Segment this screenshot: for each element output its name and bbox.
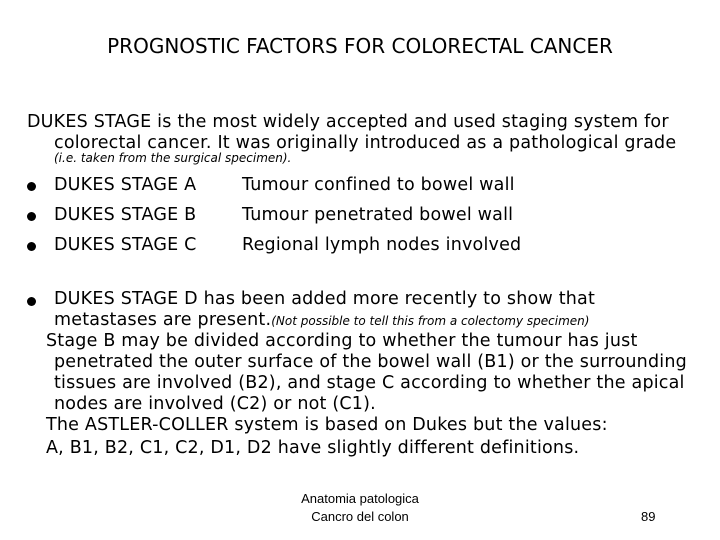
bullet-icon	[27, 182, 36, 191]
footer-line-2: Cancro del colon	[311, 509, 409, 524]
stage-d-line-1: DUKES STAGE D has been added more recently to show that	[54, 289, 596, 309]
stage-a-label: DUKES STAGE A	[54, 175, 197, 195]
body-line-4: nodes are involved (C2) or not (C1).	[54, 394, 376, 414]
stage-c-description: Regional lymph nodes involved	[242, 235, 522, 255]
intro-line-2: colorectal cancer. It was originally introduced as a pathological grade	[54, 133, 677, 153]
stage-b-label: DUKES STAGE B	[54, 205, 197, 225]
stage-a-description: Tumour confined to bowel wall	[242, 175, 515, 195]
bullet-icon	[27, 212, 36, 221]
stage-d-line-2	[54, 310, 589, 330]
stage-b-description: Tumour penetrated bowel wall	[242, 205, 514, 225]
body-line-2: penetrated the outer surface of the bowel wall (B1) or the surrounding	[54, 352, 687, 372]
bullet-icon	[27, 242, 36, 251]
page-title: PROGNOSTIC FACTORS FOR COLORECTAL CANCER	[107, 34, 613, 58]
body-line-3: tissues are involved (B2), and stage C according to whether the apical	[54, 373, 685, 393]
stage-d-text: metastases are present.	[54, 310, 272, 330]
body-line-6: A, B1, B2, C1, C2, D1, D2 have slightly different definitions.	[46, 438, 580, 458]
intro-line-1: DUKES STAGE is the most widely accepted and used staging system for	[27, 112, 669, 132]
footer-line-1: Anatomia patologica	[301, 491, 419, 506]
bullet-icon	[27, 297, 36, 306]
stage-c-label: DUKES STAGE C	[54, 235, 197, 255]
body-line-5: The ASTLER-COLLER system is based on Dukes but the values:	[46, 415, 608, 435]
page-number: 89	[641, 509, 656, 524]
body-line-1: Stage B may be divided according to whether the tumour has just	[46, 331, 638, 351]
stage-d-note: (Not possible to tell this from a colectomy specimen)	[271, 314, 590, 328]
intro-note: (i.e. taken from the surgical specimen).	[54, 151, 292, 165]
